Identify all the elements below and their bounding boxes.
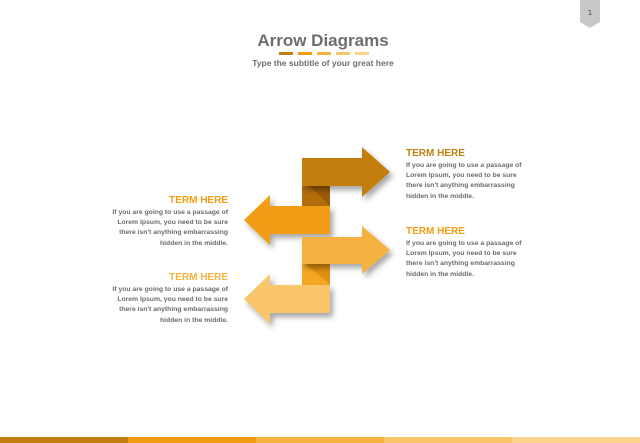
footer-color-bar — [0, 437, 640, 443]
term-heading: TERM HERE — [406, 148, 465, 159]
footer-segment-1 — [0, 437, 128, 443]
term-line: hidden in the middle. — [160, 316, 228, 324]
term-body — [78, 285, 228, 326]
term-lower-left — [78, 272, 228, 326]
page-title: Arrow Diagrams — [257, 31, 389, 50]
term-line: there isn't anything embarrassing — [119, 306, 228, 314]
page-number: 1 — [587, 9, 593, 17]
term-line: there isn't anything embarrassing — [406, 182, 515, 190]
term-heading: TERM HERE — [169, 272, 228, 283]
footer-segment-2 — [128, 437, 256, 443]
term-line: Lorem Ipsum, you need to be sure — [406, 172, 517, 180]
term-line: Lorem Ipsum, you need to be sure — [117, 296, 228, 304]
term-line: If you are going to use a passage of — [112, 286, 228, 293]
term-line: there isn't anything embarrassing — [119, 229, 228, 237]
footer-segment-5 — [512, 437, 640, 443]
term-body — [406, 161, 556, 202]
term-line: hidden in the middle. — [406, 270, 474, 278]
term-line: hidden in the middle. — [160, 239, 228, 247]
term-line: there isn't anything embarrassing — [406, 260, 515, 268]
term-heading: TERM HERE — [169, 195, 228, 206]
term-body — [78, 208, 228, 249]
term-line: If you are going to use a passage of — [406, 162, 522, 169]
term-top-right — [406, 148, 556, 202]
term-line: If you are going to use a passage of — [406, 240, 522, 247]
term-line: Lorem Ipsum, you need to be sure — [117, 219, 228, 227]
term-body — [406, 239, 556, 280]
term-line: If you are going to use a passage of — [112, 209, 228, 216]
term-lower-right — [406, 226, 556, 280]
term-line: hidden in the middle. — [406, 192, 474, 200]
term-upper-left — [78, 195, 228, 249]
footer-segment-3 — [256, 437, 384, 443]
term-heading: TERM HERE — [406, 226, 465, 237]
term-line: Lorem Ipsum, you need to be sure — [406, 250, 517, 258]
page-subtitle: Type the subtitle of your great here — [252, 58, 394, 68]
footer-segment-4 — [384, 437, 512, 443]
